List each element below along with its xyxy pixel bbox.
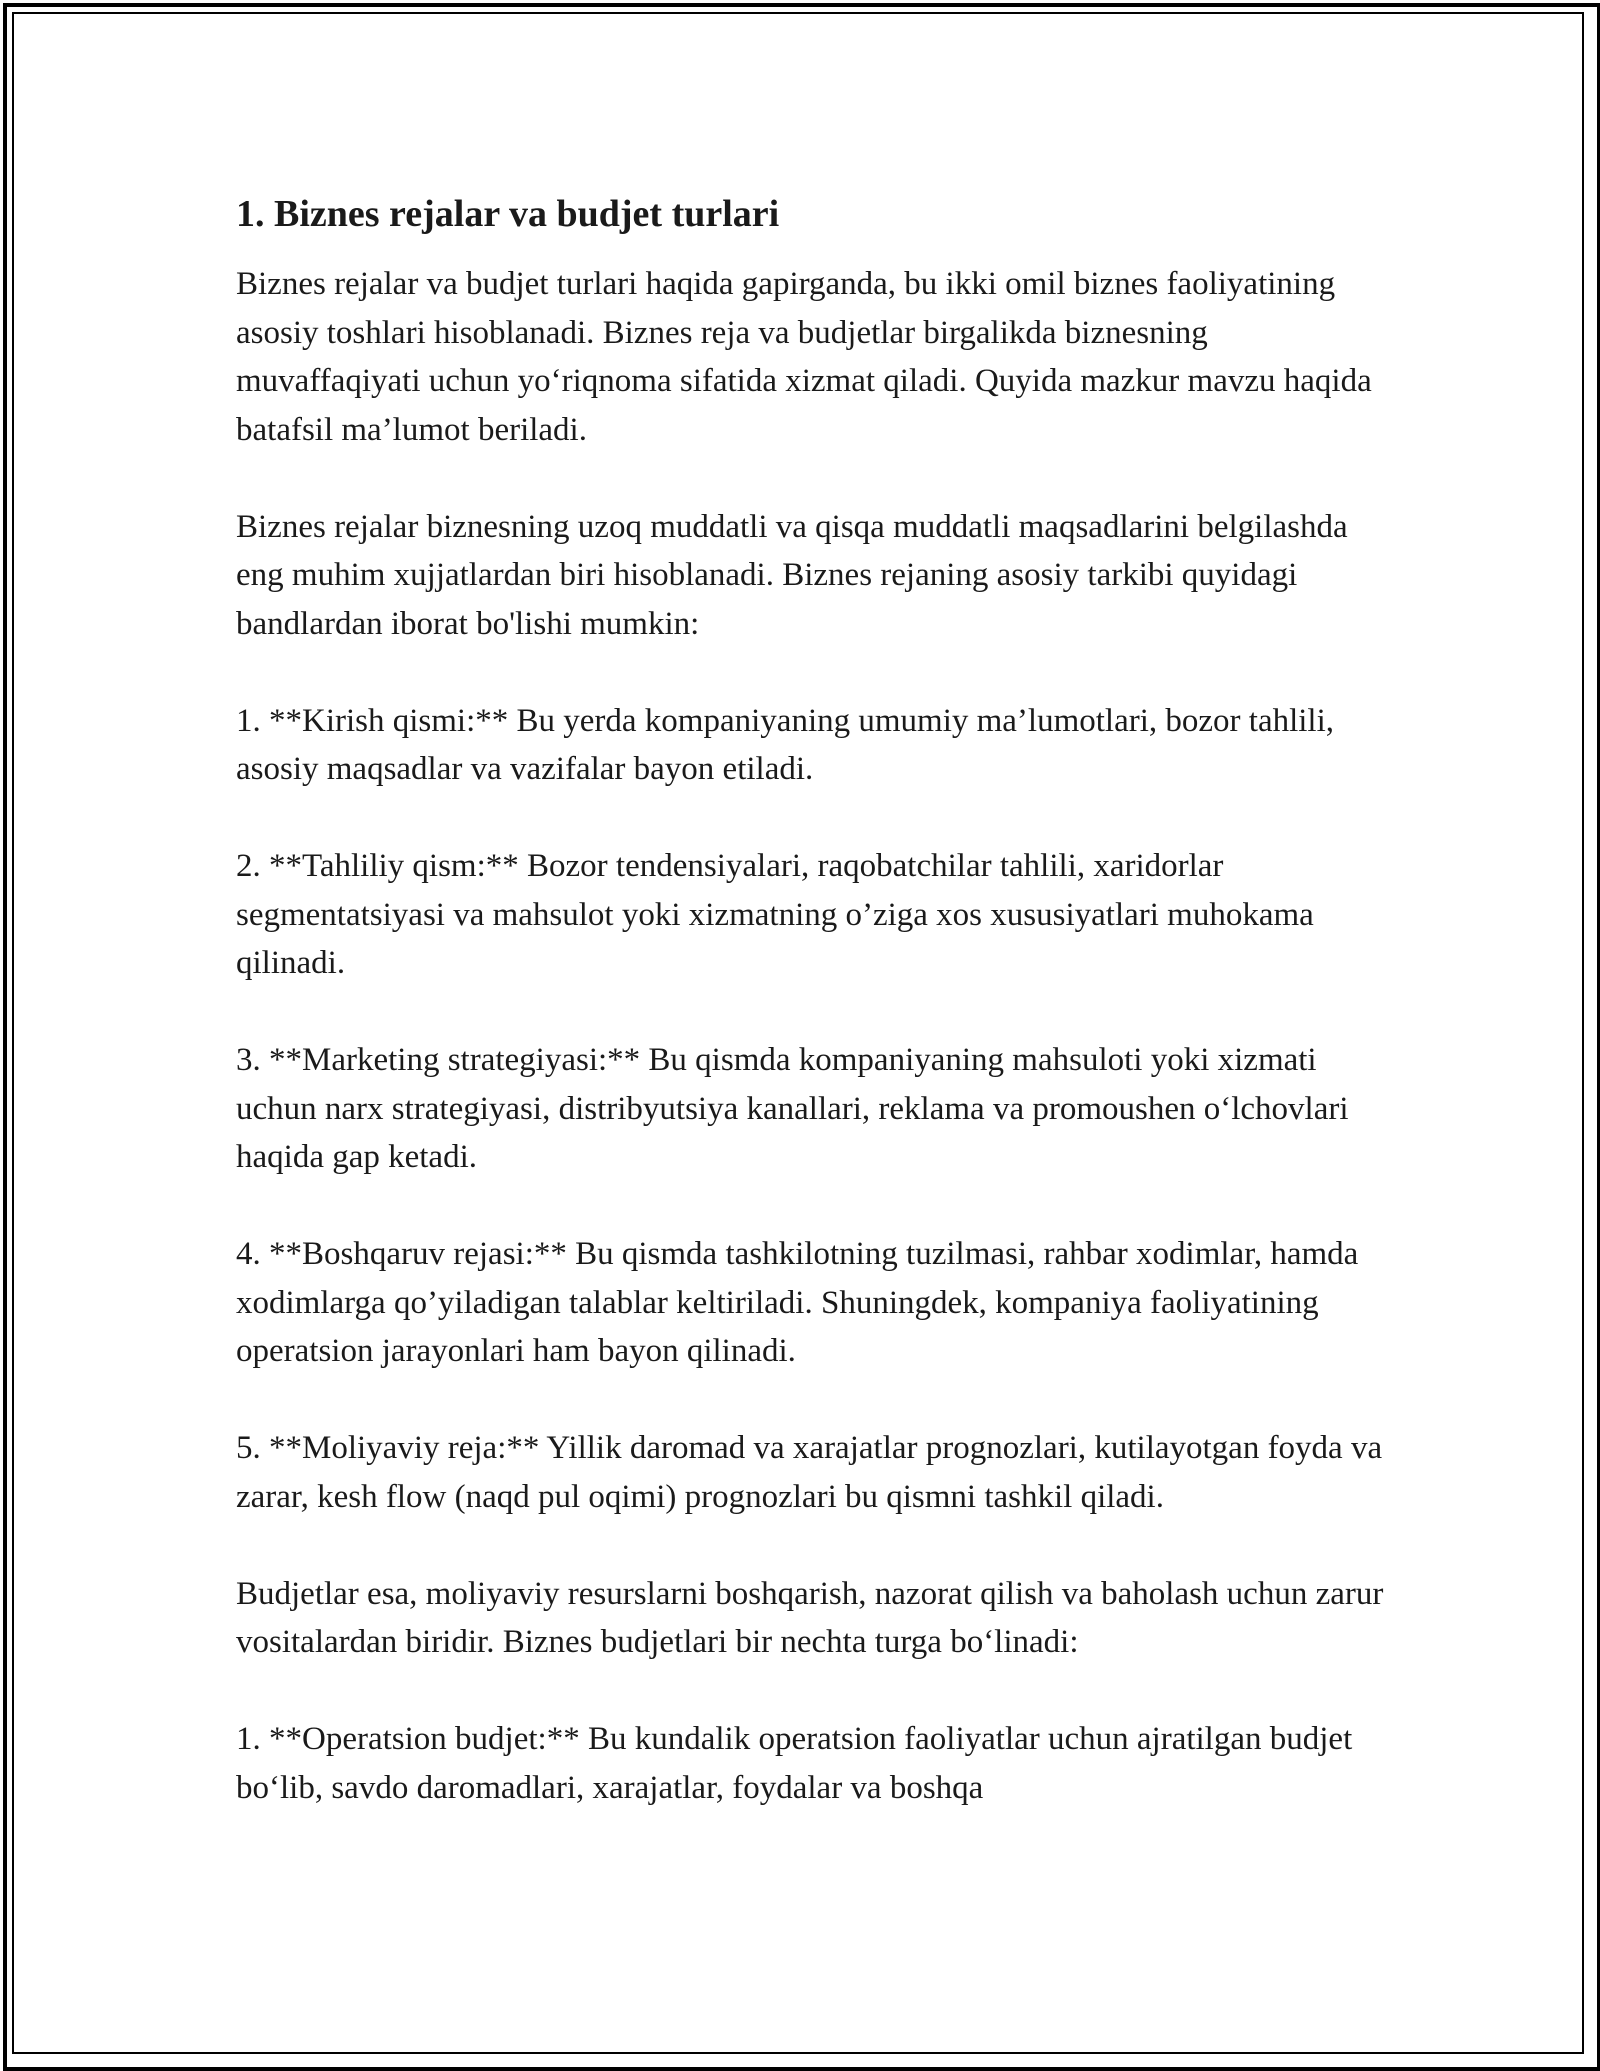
document-body	[236, 188, 1386, 1861]
paragraph-business-plans: Biznes rejalar biznesning uzoq muddatli va qisqa muddatli maqsadlarini belgilashda eng muhim xujjatlardan biri hisoblanadi. Biznes rejaning asosiy tarkibi quyidagi bandlardan iborat bo'lishi mumkin:	[236, 508, 1348, 642]
paragraph-budgets: Budjetlar esa, moliyaviy resurslarni boshqarish, nazorat qilish va baholash uchun zarur vositalardan biridir. Biznes budjetlari bir nechta turga bo‘linadi:	[236, 1575, 1384, 1660]
document-title: 1. Biznes rejalar va budjet turlari	[236, 193, 780, 235]
list-item-introduction: 1. **Kirish qismi:** Bu yerda kompaniyaning umumiy ma’lumotlari, bozor tahlili, asosiy maqsadlar va vazifalar bayon etiladi.	[236, 702, 1335, 787]
list-item-marketing: 3. **Marketing strategiyasi:** Bu qismda kompaniyaning mahsuloti yoki xizmati uchun narx strategiyasi, distribyutsiya kanallari, reklama va promoushen o‘lchovlari haqida gap ketadi.	[236, 1042, 1349, 1175]
list-item-operational-budget: 1. **Operatsion budjet:** Bu kundalik operatsion faoliyatlar uchun ajratilgan budjet bo‘lib, savdo daromadlari, xarajatlar, foydalar va boshqa	[236, 1721, 1353, 1806]
list-item-analysis: 2. **Tahliliy qism:** Bozor tendensiyalari, raqobatchilar tahlili, xaridorlar segmentatsiyasi va mahsulot yoki xizmatning o’ziga xos xususiyatlari muhokama qilinadi.	[236, 848, 1314, 981]
list-item-financial: 5. **Moliyaviy reja:** Yillik daromad va xarajatlar prognozlari, kutilayotgan foyda va zarar, kesh flow (naqd pul oqimi) prognozlari bu qismni tashkil qiladi.	[236, 1430, 1383, 1515]
list-item-management: 4. **Boshqaruv rejasi:** Bu qismda tashkilotning tuzilmasi, rahbar xodimlar, hamda xodimlarga qo’yiladigan talablar keltiriladi. Shuningdek, kompaniya faoliyatining operatsion jarayonlari ham bayon qilinadi.	[236, 1236, 1359, 1369]
paragraph-intro: Biznes rejalar va budjet turlari haqida gapirganda, bu ikki omil biznes faoliyatining asosiy toshlari hisoblanadi. Biznes reja va budjetlar birgalikda biznesning muvaffaqiyati uchun yo‘riqnoma sifatida xizmat qiladi. Quyida mazkur mavzu haqida batafsil ma’lumot beriladi.	[236, 266, 1372, 448]
